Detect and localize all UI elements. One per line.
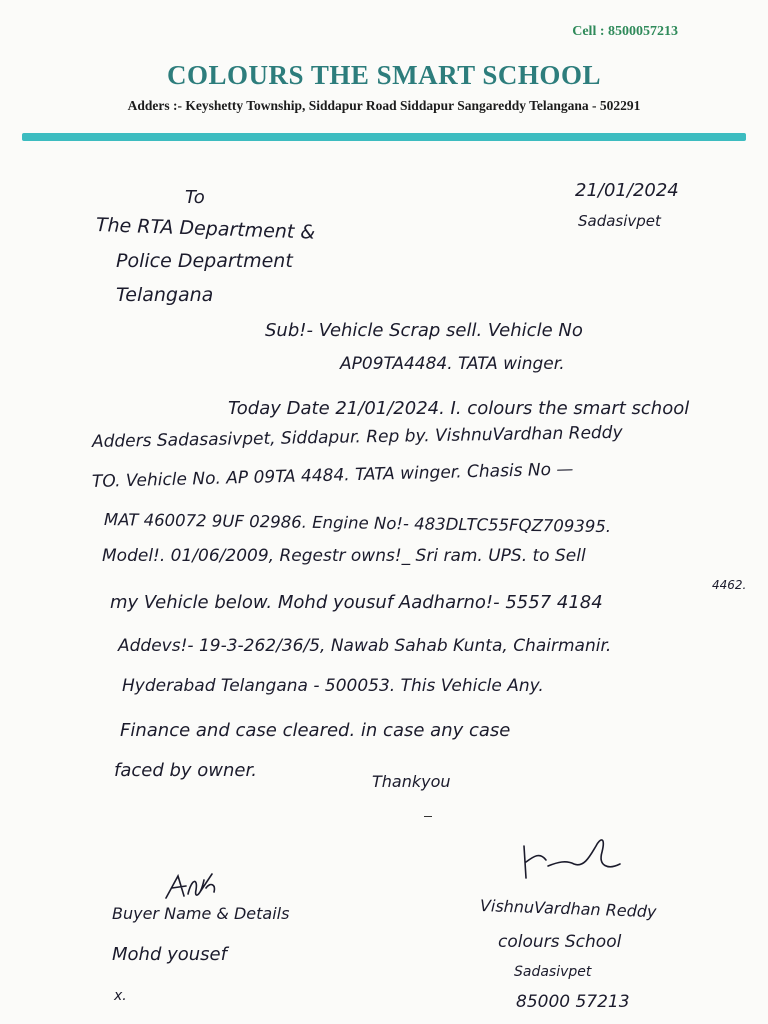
seller-org: colours School bbox=[498, 932, 622, 952]
letter-place: Sadasivpet bbox=[578, 212, 661, 230]
body-line-8: Hyderabad Telangana - 500053. This Vehicle Any. bbox=[122, 676, 544, 696]
body-line-3: TO. Vehicle No. AP 09TA 4484. TATA winger. Chasis No — bbox=[91, 459, 574, 492]
buyer-label: Buyer Name & Details bbox=[112, 904, 290, 923]
buyer-signature bbox=[160, 868, 220, 908]
subject-line-2: AP09TA4484. TATA winger. bbox=[340, 354, 565, 374]
subject-line-1: Sub!- Vehicle Scrap sell. Vehicle No bbox=[265, 320, 583, 341]
recipient-line-1: The RTA Department & bbox=[95, 214, 316, 244]
recipient-line-3: Telangana bbox=[116, 284, 214, 306]
cell-number: Cell : 8500057213 bbox=[572, 24, 678, 39]
seller-signature bbox=[518, 826, 628, 886]
buyer-name: Mohd yousef bbox=[112, 944, 227, 965]
buyer-mark: x. bbox=[114, 988, 127, 1004]
seller-name: VishnuVardhan Reddy bbox=[479, 896, 657, 922]
seller-phone: 85000 57213 bbox=[516, 992, 630, 1012]
header-divider bbox=[22, 133, 746, 141]
aadhar-suffix: 4462. bbox=[712, 578, 747, 592]
school-name: COLOURS THE SMART SCHOOL bbox=[167, 60, 601, 90]
to-label: To bbox=[185, 187, 205, 208]
dash-mark bbox=[424, 816, 432, 817]
body-line-1: Today Date 21/01/2024. I. colours the smart school bbox=[228, 398, 690, 419]
letter-date: 21/01/2024 bbox=[575, 180, 679, 201]
body-line-2: Adders Sadasasivpet, Siddapur. Rep by. VishnuVardhan Reddy bbox=[91, 422, 623, 452]
body-line-9: Finance and case cleared. in case any case bbox=[120, 720, 511, 741]
body-line-6: my Vehicle below. Mohd yousuf Aadharno!- 5557 4184 bbox=[110, 592, 603, 613]
seller-place: Sadasivpet bbox=[514, 964, 592, 980]
body-line-10: faced by owner. bbox=[114, 760, 257, 781]
body-line-4: MAT 460072 9UF 02986. Engine No!- 483DLTC55FQZ709395. bbox=[103, 510, 612, 537]
body-line-5: Model!. 01/06/2009, Regestr owns!_ Sri ram. UPS. to Sell bbox=[102, 546, 586, 566]
recipient-line-2: Police Department bbox=[116, 250, 293, 272]
body-line-7: Addevs!- 19-3-262/36/5, Nawab Sahab Kunta, Chairmanir. bbox=[118, 636, 612, 656]
school-address: Adders :- Keyshetty Township, Siddapur Road Siddapur Sangareddy Telangana - 502291 bbox=[127, 98, 641, 113]
thankyou: Thankyou bbox=[372, 772, 451, 791]
